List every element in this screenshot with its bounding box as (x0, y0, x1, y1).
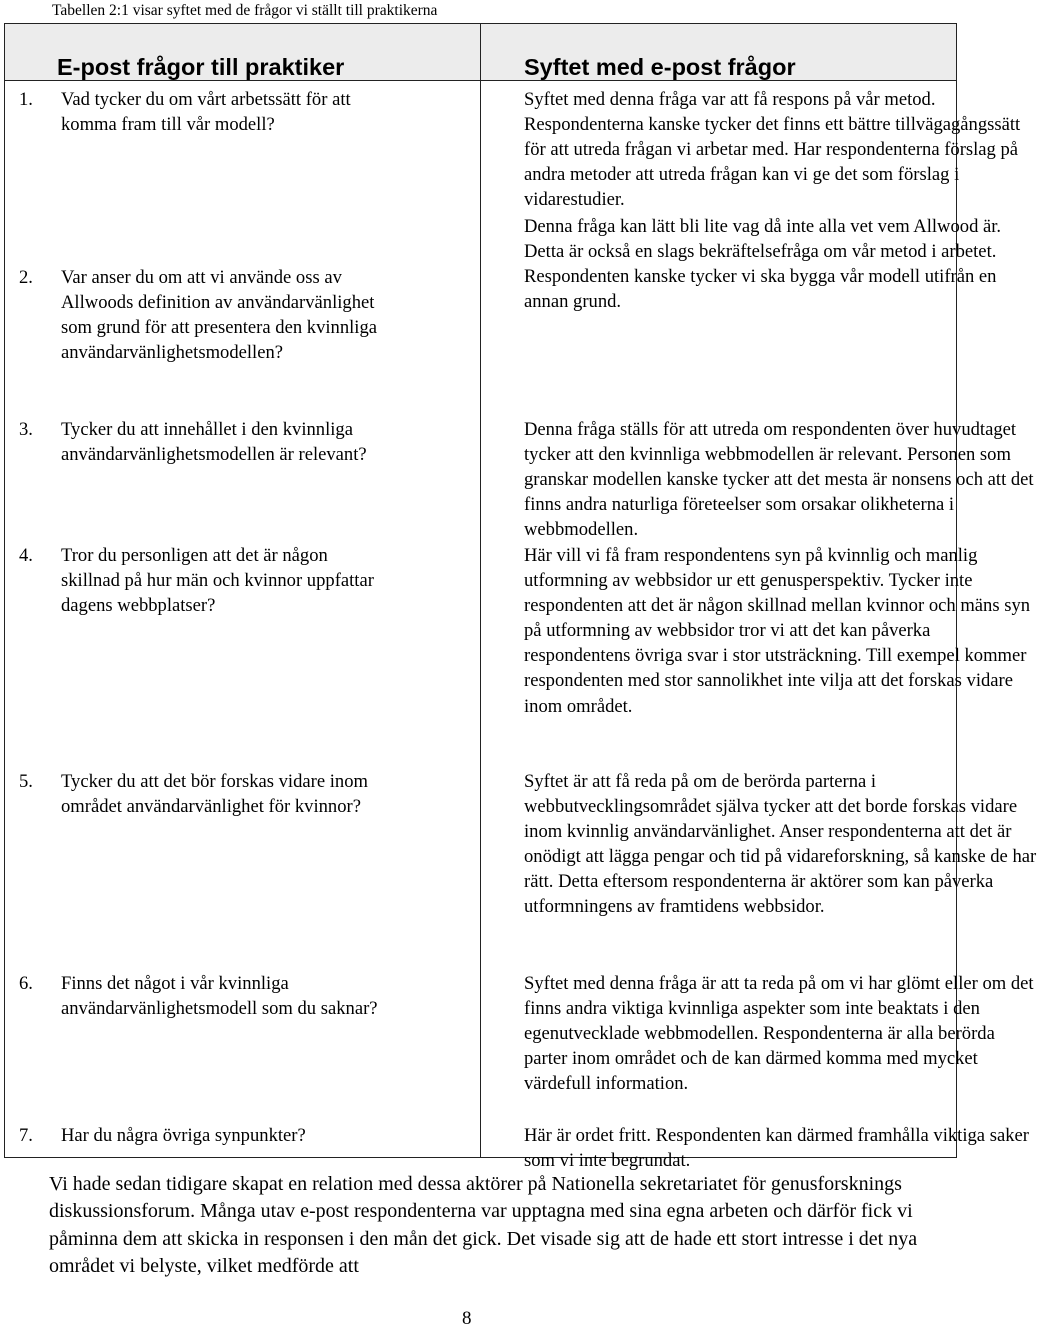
question-item (19, 1123, 389, 1148)
question-number: 1. (19, 89, 33, 110)
table-body-row (5, 81, 957, 1158)
header-right-cell (481, 24, 957, 81)
table-header-row (5, 24, 957, 81)
answers-cell (481, 81, 1037, 1172)
header-purpose: Syftet med e-post frågor (524, 54, 796, 80)
question-text: Har du några övriga synpunkter? (61, 1125, 306, 1146)
body-paragraph: Vi hade sedan tidigare skapat en relation med dessa aktörer på Nationella sekretariatet för genusforsknings diskussionsforum. Många utav e-post respondenterna var upptagna med sina egna arbeten och därför fick vi påminna dem att skicka in responsen i den mån det gick. Det visade sig att de hade ett stort intresse i det nya området vi belyste, vilket medförde att (49, 1173, 918, 1278)
question-number: 5. (19, 771, 33, 792)
question-text: Vad tycker du om vårt arbetssätt för att komma fram till vår modell? (61, 89, 351, 136)
question-item (19, 87, 389, 137)
question-text: Var anser du om att vi använde oss av Allwoods definition av användarvänlighet som grund för att presentera den kvinnliga användarvänlighetsmodellen? (61, 267, 378, 364)
answer-text: Denna fråga ställs för att utreda om respondenten över huvudtaget tycker att den kvinnliga webbmodellen är relevant. Personen som granskar modellen kanske tycker att det mesta är nonsens och att det finns andra naturliga företeelser som orsakar olikheterna i webbmodellen. (524, 419, 1034, 541)
questions-cell (5, 81, 481, 1158)
question-item (19, 543, 389, 618)
question-number: 3. (19, 419, 33, 440)
question-text: Tycker du att innehållet i den kvinnliga användarvänlighetsmodellen är relevant? (61, 419, 367, 466)
question-item (19, 265, 389, 365)
header-left-cell (5, 24, 481, 81)
question-item (19, 417, 389, 467)
header-questions: E-post frågor till praktiker (57, 54, 345, 80)
question-number: 2. (19, 267, 33, 288)
question-number: 6. (19, 973, 33, 994)
answer-text: Syftet är att få reda på om de berörda parterna i webbutvecklingsområdet själva tycker att det borde forskas vidare inom kvinnlig användarvänlighet. Anser respondenterna att det är onödigt att lägga pengar och tid på vidareforskning, så kanske de har rätt. Detta eftersom respondenterna är aktörer som kan påverka utformningens av framtidens webbsidor. (524, 771, 1037, 918)
questions-table (4, 23, 1037, 1172)
page-number: 8 (462, 1308, 472, 1329)
answer-text: Denna fråga kan lätt bli lite vag då inte alla vet vem Allwood är. Detta är också en slags bekräftelsefråga om vår metod i arbetet. Respondenten kanske tycker vi ska bygga vår modell utifrån en annan grund. (524, 216, 1002, 313)
answer-text: Här är ordet fritt. Respondenten kan därmed framhålla viktiga saker som vi inte begrundat. (524, 1125, 1029, 1172)
answer-text: Här vill vi få fram respondentens syn på kvinnlig och manlig utformning av webbsidor ur ett genusperspektiv. Tycker inte respondenten att det är någon skillnad mellan kvinnor och mäns syn på utformning av webbsidor tror vi att det kan påverka respondentens övriga svar i stor utsträckning. Till exempel kommer respondenten med stor sannolikhet inte vilja att det forskas vidare inom området. (524, 545, 1031, 717)
question-item (19, 769, 389, 819)
question-text: Tycker du att det bör forskas vidare inom området användarvänlighet för kvinnor? (61, 771, 368, 818)
question-number: 4. (19, 545, 33, 566)
question-text: Tror du personligen att det är någon skillnad på hur män och kvinnor uppfattar dagens webbplatser? (61, 545, 374, 617)
question-number: 7. (19, 1125, 33, 1146)
answer-text: Syftet med denna fråga är att ta reda på om vi har glömt eller om det finns andra viktiga kvinnliga aspekter som inte beaktats i den egenutvecklade webbmodellen. Respondenterna är alla berörda parter inom området och de kan därmed komma med mycket värdefull information. (524, 973, 1034, 1095)
table-caption: Tabellen 2:1 visar syftet med de frågor vi ställt till praktikerna (52, 2, 438, 19)
question-text: Finns det något i vår kvinnliga användarvänlighetsmodell som du saknar? (61, 973, 378, 1020)
question-item (19, 971, 389, 1021)
answer-text: Syftet med denna fråga var att få respons på vår metod. Respondenterna kanske tycker det finns ett bättre tillvägagångssätt för att utreda frågan vi arbetar med. Har respondenterna förslag på andra metoder att utreda frågan kan vi ge det som förslag i vidarestudier. (524, 89, 1021, 211)
